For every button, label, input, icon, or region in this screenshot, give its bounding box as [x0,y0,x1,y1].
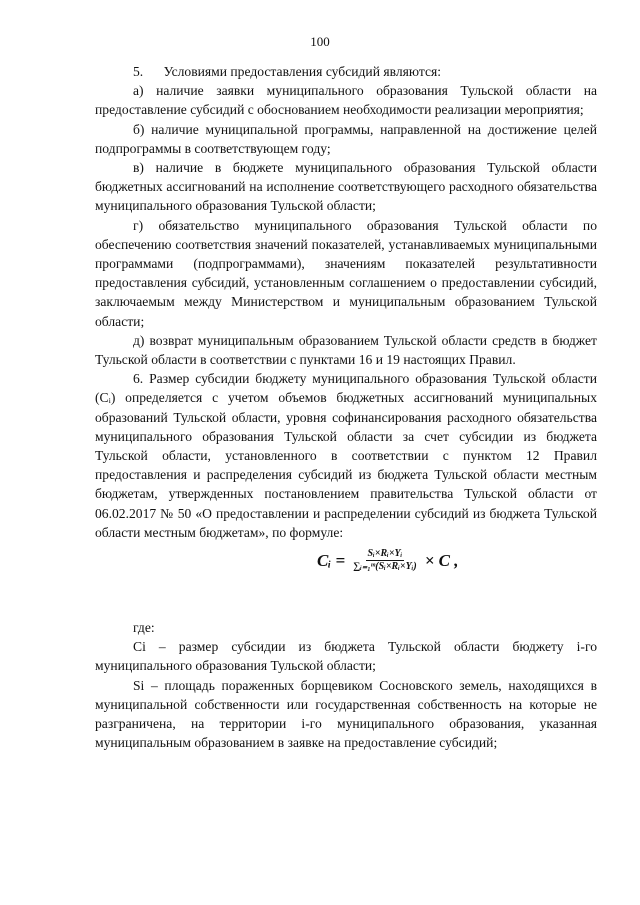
paragraph: а) наличие заявки муниципального образования Тульской области на предоставление субсидий с обоснованием необходимости реализации мероприятия; [95,83,597,118]
paragraph: в) наличие в бюджете муниципального образования Тульской области бюджетных ассигнований на исполнение соответствующего расходного обязательства муниципального образования Тульской области; [95,160,597,214]
formula-fraction [351,548,419,573]
paragraph: 6. Размер субсидии бюджету муниципального образования Тульской области (Cᵢ) определяется с учетом объемов бюджетных ассигнований муниципальных образований Тульской области, уровня софинансирования расходного обязательства муниципального образования Тульской области за счет субсидии из бюджета Тульской области, установленного в соответствии с пунктом 12 Правил предоставления и распределения субсидий из бюджета Тульской области местным бюджетам, утвержденных постановлением правительства Тульской области от 06.02.2017 № 50 «О предоставлении и распределении субсидий из бюджета Тульской области местным бюджетам», по формуле: [95,371,597,540]
paragraph: б) наличие муниципальной программы, направленной на достижение целей подпрограммы в соответствующем году; [95,121,597,156]
paragraph: где: [133,620,155,636]
document-body [95,62,597,753]
formula-denominator: ∑ᵢ₌₁ᵐ(Sᵢ×Rᵢ×Yᵢ) [353,561,417,573]
formula-lhs: Cᵢ = [317,550,346,570]
paragraph: г) обязательство муниципального образования Тульской области по обеспечению соответствия значений показателей, устанавливаемых муниципальными программами (подпрограммами), значениям показателей результативности предоставления субсидий, установленным соглашением о предоставлении субсидий, заключаемым между Министерством и муниципальным образованием Тульской области; [95,217,597,329]
formula-rhs: × C , [424,550,459,570]
formula-numerator: Sᵢ×Rᵢ×Yᵢ [367,548,403,560]
page-number: 100 [310,34,330,49]
subsidy-formula [95,546,597,590]
paragraph: Ci – размер субсидии из бюджета Тульской области бюджету i-го муниципального образования Тульской области; [95,639,597,674]
paragraph: д) возврат муниципальным образованием Тульской области средств в бюджет Тульской области в соответствии с пунктами 16 и 19 настоящих Правил. [95,332,597,368]
paragraph: 5. Условиями предоставления субсидий являются: [133,64,442,79]
paragraph: Si – площадь пораженных борщевиком Сосновского земель, находящихся в муниципальной собственности или государственная собственность на которые не разграничена, на территории i-го муниципального образования, указанная муниципальным образованием в заявке на предоставление субсидий; [95,677,597,751]
